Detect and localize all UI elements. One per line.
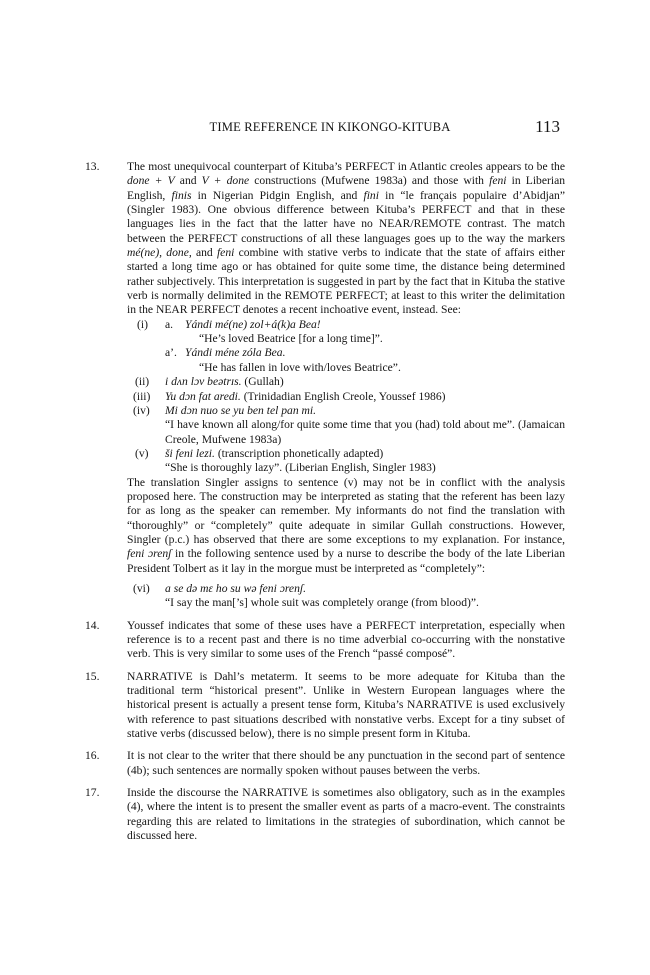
italic-term: finis [171, 188, 192, 202]
example-sublabel: a. [165, 317, 174, 331]
note-paragraph: NARRATIVE is Dahl’s metaterm. It seems to be more adequate for Kituba than the traditional term “historical present”. Unlike in Western European languages where the historical present is actually a present tense form, Kituba’s NARRATIVE is used exclusively with reference to past situations described with nonstative verbs. Except for a tiny subset of stative verbs (discussed below), there is no simple present form in Kituba. [127, 669, 565, 741]
italic-term: feni [216, 246, 235, 260]
text-run: combine with stative verbs to indicate that the state of affairs either started a long time ago or has obtained for quite some time, the distance being determined rather subjectively. This interpretation is suggested in part by the fact that in Kituba the stative verb is normally delimited in the REMOTE PERFECT; at least to this writer the delimitation in the NEAR PERFECT denotes a recent inchoative event, instead. See: [127, 246, 565, 317]
example-label: (iii) [133, 389, 151, 403]
example-label: (v) [135, 446, 149, 460]
text-run: in Nigerian Pidgin English, and [191, 188, 364, 202]
running-header [120, 117, 560, 140]
text-run: and [174, 174, 202, 188]
example-text: i dʌn lɔv beətrɪs. [165, 375, 242, 389]
example-list [127, 582, 565, 611]
note-paragraph: It is not clear to the writer that there should be any punctuation in the second part of sentence (4b); such sentences are normally spoken without pauses between the verbs. [127, 749, 565, 777]
example-gloss: “She is thoroughly lazy”. (Liberian English, Singler 1983) [165, 461, 436, 475]
note-number: 13. [85, 160, 100, 173]
endnotes [85, 160, 565, 849]
italic-term: mé(ne), done, [127, 246, 192, 260]
example-gloss: “I have known all along/for quite some time that you (had) told about me”. (Jamaican Creole, Mufwene 1983a) [165, 418, 565, 446]
example-text: Mi dɔn nuo se yu ben tel pan mi. [165, 403, 317, 417]
note-16 [85, 749, 565, 778]
example-label: (i) [137, 317, 148, 331]
note-paragraph [127, 476, 565, 576]
italic-term: feni ɔrenʃ [127, 547, 172, 561]
example-text: Yándi mé(ne) zol+á(k)a Bea! [185, 317, 321, 331]
example-text: ši feni lezi. [165, 446, 215, 460]
note-number: 17. [85, 786, 100, 800]
italic-term: V + done [201, 174, 250, 188]
note-14 [85, 619, 565, 662]
text-run: in “le français populaire d’Abidjan” (Singler 1983). One obvious difference between Kituba’s PERFECT and that in these languages lies in the fact that the latter have no NEAR/REMOTE contrast. The match between the PERFECT constructions of all these languages goes up to the way the markers [127, 188, 565, 245]
note-17 [85, 786, 565, 843]
example-v [127, 447, 565, 461]
example-list [127, 318, 565, 476]
example-source: (Gullah) [241, 375, 284, 389]
text-run: in Liberian English, [127, 174, 566, 202]
example-text: a se də mɛ ho su wə feni ɔrenʃ. [165, 581, 307, 595]
note-paragraph [127, 160, 565, 318]
example-gloss: “He’s loved Beatrice [for a long time]”. [199, 332, 383, 346]
example-i-a-prime [127, 346, 565, 360]
example-gloss: “He has fallen in love with/loves Beatrice”. [199, 360, 401, 374]
page-number: 113 [535, 117, 560, 136]
note-paragraph: Inside the discourse the NARRATIVE is sometimes also obligatory, such as in the examples (4), where the intent is to present the smaller event as parts of a macro-event. The constraints regarding this are related to limitations in the strategies of subordination, which cannot be discussed here. [127, 786, 565, 843]
note-number: 15. [85, 669, 100, 683]
example-label: (vi) [133, 581, 150, 595]
example-sublabel: a’. [165, 346, 177, 360]
example-iv [127, 404, 565, 418]
text-run: and [191, 246, 217, 260]
example-iii [127, 390, 565, 404]
italic-term: fini [363, 188, 379, 202]
text-run: in the following sentence used by a nurse to describe the body of the late Liberian President Tolbert as it lay in the morgue must be interpreted as “completely”: [127, 547, 565, 575]
text-run: The translation Singler assigns to sentence (v) may not be in conflict with the analysis proposed here. The construction may be interpreted as stating that the referent has been lazy for as long as the speaker can remember. My informants do not find the translation with “thoroughly” or “completely” quite adequate in similar Gullah constructions. However, Singler (p.c.) has observed that there are some exceptions to my explanation. For instance, [127, 475, 565, 546]
italic-term: done + V [127, 174, 175, 188]
example-i-a [127, 318, 565, 332]
note-number: 14. [85, 618, 100, 632]
example-vi [127, 582, 565, 596]
text-run: constructions (Mufwene 1983a) and those with [249, 174, 490, 188]
example-source: (Trinidadian English Creole, Youssef 1986) [240, 389, 446, 403]
example-gloss: “I say the man[’s] whole suit was completely orange (from blood)”. [165, 596, 479, 610]
text-run: The most unequivocal counterpart of Kituba’s PERFECT in Atlantic creoles appears to be the [127, 160, 565, 173]
example-label: (iv) [133, 403, 150, 417]
example-text: Yu dɔn fat aredi. [165, 389, 241, 403]
example-text: Yándi méne zóla Bea. [185, 346, 286, 360]
italic-term: feni [489, 174, 507, 188]
running-title: TIME REFERENCE IN KIKONGO-KITUBA [209, 120, 451, 134]
note-15 [85, 670, 565, 742]
note-number: 16. [85, 749, 100, 763]
example-ii [127, 375, 565, 389]
note-13 [85, 160, 565, 611]
note-paragraph: Youssef indicates that some of these uses have a PERFECT interpretation, especially when reference is to a recent past and there is no time adverbial co-occurring with the nonstative verb. This is very similar to some uses of the French “passé composé”. [127, 618, 565, 661]
example-label: (ii) [135, 375, 150, 389]
example-source: (transcription phonetically adapted) [214, 446, 384, 460]
